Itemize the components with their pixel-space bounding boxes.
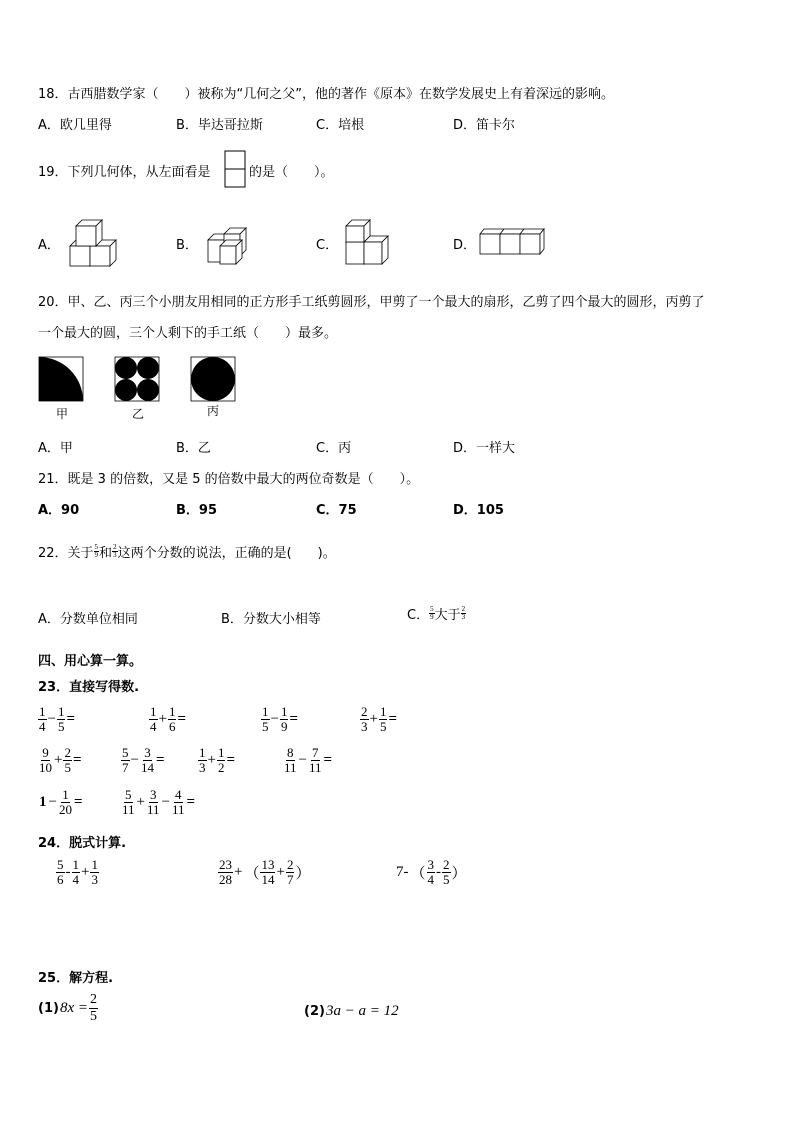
figure-label-jia: 甲 [56, 407, 69, 421]
q21-option-b: B．95 [176, 503, 217, 518]
q19-option-a: A． [38, 238, 60, 253]
q23-expr-6: $\frac{5}{7}$ − $\frac{3}{14}$ = [122, 745, 165, 775]
q22-option-b: B．分数大小相等 [221, 612, 321, 627]
q23-expr-3: $\frac{1}{5}$ − $\frac{1}{9}$ = [262, 704, 299, 734]
q18-option-c: C．培根 [316, 118, 365, 133]
quarter-circle-figure [38, 356, 84, 402]
q20-option-b: B．乙 [176, 441, 211, 456]
q21-option-c: C．75 [316, 503, 357, 518]
q22-stem-c: 这两个分数的说法，正确的是( )。 [117, 546, 336, 561]
q18-stem: 18．古西腊数学家（ ）被称为“几何之父”，他的著作《原本》在数学发展史上有着深远的影响。 [38, 87, 615, 102]
q24-expr-1: $\frac{5}{6}$ - $\frac{1}{4}$ + $\frac{1}{3}$ [57, 857, 98, 887]
q19-option-c: C． [316, 238, 339, 253]
option-c-cubes-figure [344, 218, 392, 268]
q25-title: 25．解方程. [38, 971, 114, 986]
q19-option-b: B． [176, 238, 198, 253]
q19-stem-after: 的是（ ）。 [249, 165, 334, 180]
q18-option-a: A．欧几里得 [38, 118, 112, 133]
one-circle-figure [190, 356, 236, 402]
q23-expr-2: $\frac{1}{4}$ + $\frac{1}{6}$ = [150, 704, 187, 734]
figure-label-yi: 乙 [132, 407, 145, 421]
q21-stem: 21．既是 3 的倍数，又是 5 的倍数中最大的两位奇数是（ ）。 [38, 472, 420, 487]
four-circles-figure [114, 356, 160, 402]
fraction-5-9: $\frac{5}{9}$ [94, 543, 99, 559]
q24-expr-2: $\frac{23}{28}$ + （ $\frac{13}{14}$ + $\frac{2}{7}$ ） [219, 857, 311, 887]
fraction-2-3: $\frac{2}{3}$ [461, 605, 466, 621]
q22-stem-a: 22．关于 [38, 546, 94, 561]
fraction-2-5: $\frac{2}{5}$ [89, 992, 97, 1024]
left-view-figure [224, 150, 246, 188]
q20-stem-line1: 20．甲、乙、丙三个小朋友用相同的正方形手工纸剪圆形，甲剪了一个最大的扇形，乙剪了四个最大的圆形，丙剪了 [38, 295, 705, 310]
option-d-cubes-figure [478, 226, 546, 256]
q23-expr-1: $\frac{1}{4}$ − $\frac{1}{5}$ = [39, 704, 76, 734]
fraction-2-3: $\frac{2}{3}$ [113, 543, 117, 559]
q20-option-c: C．丙 [316, 441, 352, 456]
q20-stem-line2: 一个最大的圆，三个人剩下的手工纸（ ）最多。 [38, 326, 338, 341]
q23-expr-9: 1 − $\frac{1}{20}$ = [39, 787, 83, 817]
option-b-cubes-figure [206, 220, 256, 266]
q18-option-b: B．毕达哥拉斯 [176, 118, 263, 133]
q25-equation-1: (1) 8x = $\frac{2}{5}$ [38, 992, 97, 1024]
q23-title: 23．直接写得数. [38, 680, 140, 695]
q20-option-a: A．甲 [38, 441, 73, 456]
q23-expr-4: $\frac{2}{3}$ + $\frac{1}{5}$ = [361, 704, 398, 734]
figure-label-bing: 丙 [207, 404, 220, 418]
q23-expr-10: $\frac{5}{11}$ + $\frac{3}{11}$ − $\frac{4}{11}$ = [122, 787, 196, 817]
q24-expr-3: 7- （ $\frac{3}{4}$ - $\frac{2}{5}$ ） [396, 857, 467, 887]
q21-option-a: A．90 [38, 503, 80, 518]
q22-stem-b: 和 [99, 546, 113, 561]
q22-option-a: A．分数单位相同 [38, 612, 138, 627]
q21-option-d: D．105 [453, 503, 504, 518]
q23-expr-5: $\frac{9}{10}$ + $\frac{2}{5}$ = [39, 745, 82, 775]
q24-title: 24．脱式计算. [38, 836, 127, 851]
q25-equation-2: (2) 3a − a = 12 [304, 1003, 399, 1019]
q20-option-d: D．一样大 [453, 441, 516, 456]
q22-stem [38, 542, 336, 561]
fraction-5-9: $\frac{5}{9}$ [430, 605, 434, 621]
option-a-cubes-figure [68, 214, 122, 270]
q23-expr-7: $\frac{1}{3}$ + $\frac{1}{2}$ = [199, 745, 236, 775]
q19-option-d: D． [453, 238, 477, 253]
q22-option-c: C． $\frac{5}{9}$ 大于 $\frac{2}{3}$ [407, 605, 466, 623]
q18-option-d: D．笛卡尔 [453, 118, 516, 133]
section-4-heading: 四、用心算一算。 [38, 654, 143, 669]
q19-stem-before: 19．下列几何体，从左面看是 [38, 165, 211, 180]
q23-expr-8: $\frac{8}{11}$ − $\frac{7}{11}$ = [284, 745, 333, 775]
